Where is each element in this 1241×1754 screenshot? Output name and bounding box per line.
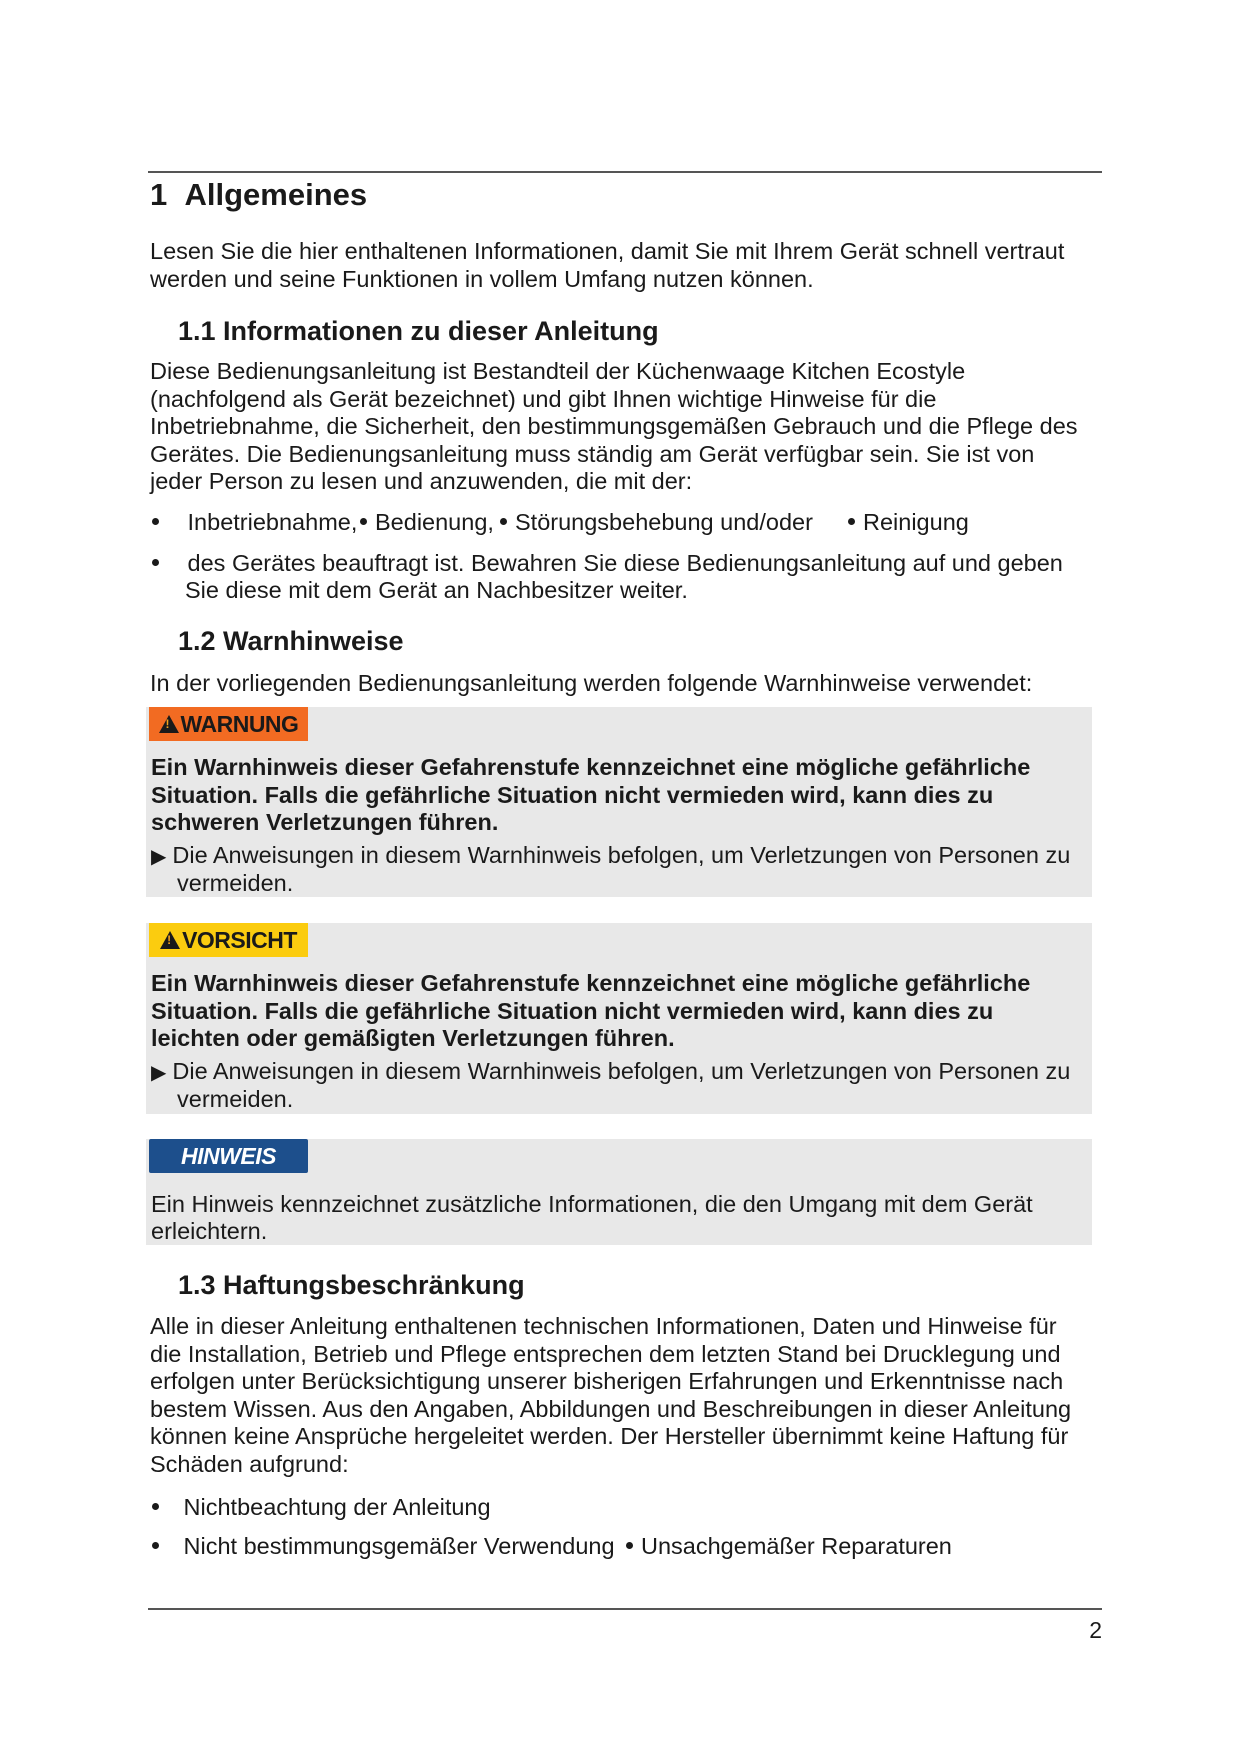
note-text: Ein Hinweis kennzeichnet zusätzliche Informationen, die den Umgang mit dem Gerät erleichtern. [151, 1191, 1033, 1244]
section-number: 1 [150, 177, 168, 212]
note-label: HINWEIS [149, 1139, 308, 1173]
header-rule [148, 171, 1102, 173]
caution-text: Ein Warnhinweis dieser Gefahrenstufe kennzeichnet eine mögliche gefährliche Situation. Falls die gefährliche Situation nicht vermieden wird, kann dies zu leichten oder gemäßigten Verletzungen führen. [151, 970, 1031, 1051]
warning-box [146, 707, 1092, 897]
section-1-1-heading: 1.1 Informationen zu dieser Anleitung [178, 316, 659, 346]
bullet-item [152, 550, 1063, 578]
bullet-row [152, 509, 357, 537]
section-1-3-heading: 1.3 Haftungsbeschränkung [178, 1270, 525, 1300]
bullet-item [500, 509, 813, 537]
paragraph-line: können keine Ansprüche hergeleitet werden. Der Hersteller übernimmt keine Haftung für [150, 1423, 1069, 1449]
bullet-text: Störungsbehebung und/oder [515, 509, 813, 535]
section-1-intro: Lesen Sie die hier enthaltenen Informationen, damit Sie mit Ihrem Gerät schnell vertraut werden und seine Funktionen in vollem Umfang nutzen können. [150, 238, 1065, 292]
section-1-2-intro: In der vorliegenden Bedienungsanleitung werden folgende Warnhinweise verwendet: [150, 670, 1033, 696]
section-1-1-paragraph [150, 358, 1078, 496]
page-number: 2 [1089, 1617, 1102, 1643]
paragraph-line: erfolgen unter Berücksichtigung unserer bisherigen Erfahrungen und Erkenntnisse nach [150, 1368, 1064, 1394]
section-title: Allgemeines [184, 177, 368, 212]
paragraph-line: jeder Person zu lesen und anzuwenden, die mit der: [150, 468, 693, 494]
warning-triangle-icon [159, 715, 179, 733]
bullet-item [360, 509, 494, 537]
paragraph-line: die Installation, Betrieb und Pflege entsprechen dem letzten Stand bei Drucklegung und [150, 1340, 1061, 1367]
bullet-item [152, 1494, 491, 1522]
action-arrow-icon: ▶ [151, 1062, 167, 1084]
section-1-2-heading: 1.2 Warnhinweise [178, 626, 404, 656]
bullet-text: Unsachgemäßer Reparaturen [641, 1533, 952, 1559]
paragraph-line: Schäden aufgrund: [150, 1450, 349, 1477]
caution-label: ! VORSICHT [149, 923, 308, 957]
paragraph-line: Diese Bedienungsanleitung ist Bestandteil der Küchenwaage Kitchen Ecostyle [150, 358, 966, 384]
paragraph-line: Gerätes. Die Bedienungsanleitung muss ständig am Gerät verfügbar sein. Sie ist von [150, 440, 1035, 467]
bullet-item: Inbetriebnahme, [187, 509, 358, 535]
bullet-icon [360, 518, 367, 525]
caution-action: ▶ Die Anweisungen in diesem Warnhinweis befolgen, um Verletzungen von Personen zu vermeiden. [151, 1058, 1071, 1112]
bullet-continuation: Sie diese mit dem Gerät an Nachbesitzer weiter. [185, 577, 688, 603]
bullet-icon [500, 518, 507, 525]
action-arrow-icon: ▶ [151, 846, 167, 868]
caution-box [146, 923, 1092, 1114]
paragraph-line: (nachfolgend als Gerät bezeichnet) und gibt Ihnen wichtige Hinweise für die [150, 385, 937, 412]
warning-text: Ein Warnhinweis dieser Gefahrenstufe kennzeichnet eine mögliche gefährliche Situation. Falls die gefährliche Situation nicht vermieden wird, kann dies zu schweren Verletzungen führen. [151, 754, 1031, 835]
paragraph-line: Alle in dieser Anleitung enthaltenen technischen Informationen, Daten und Hinweise für [150, 1313, 1057, 1339]
bullet-item [626, 1533, 952, 1561]
bullet-icon [152, 559, 159, 566]
note-box [146, 1139, 1092, 1245]
bullet-text: Nichtbeachtung der Anleitung [183, 1494, 491, 1520]
bullet-icon [848, 518, 855, 525]
warning-label: ! WARNUNG [149, 707, 308, 741]
bullet-item [152, 1533, 615, 1561]
bullet-icon [152, 518, 159, 525]
warning-action: ▶ Die Anweisungen in diesem Warnhinweis befolgen, um Verletzungen von Personen zu vermeiden. [151, 842, 1071, 896]
bullet-text: Nicht bestimmungsgemäßer Verwendung [183, 1533, 615, 1559]
paragraph-line: Inbetriebnahme, die Sicherheit, den bestimmungsgemäßen Gebrauch und die Pflege des [150, 413, 1078, 439]
bullet-icon [626, 1542, 633, 1549]
bullet-text: Bedienung, [375, 509, 494, 535]
bullet-text: Reinigung [863, 509, 969, 535]
footer-rule [148, 1608, 1102, 1610]
bullet-icon [152, 1542, 159, 1549]
bullet-item [848, 509, 969, 537]
section-1-3-paragraph [150, 1313, 1071, 1478]
paragraph-line: bestem Wissen. Aus den Angaben, Abbildungen und Beschreibungen in dieser Anleitung [150, 1395, 1072, 1422]
bullet-icon [152, 1503, 159, 1510]
bullet-text: des Gerätes beauftragt ist. Bewahren Sie diese Bedienungsanleitung auf und geben [187, 550, 1063, 576]
section-1-heading [150, 177, 367, 213]
warning-triangle-icon [160, 931, 180, 949]
